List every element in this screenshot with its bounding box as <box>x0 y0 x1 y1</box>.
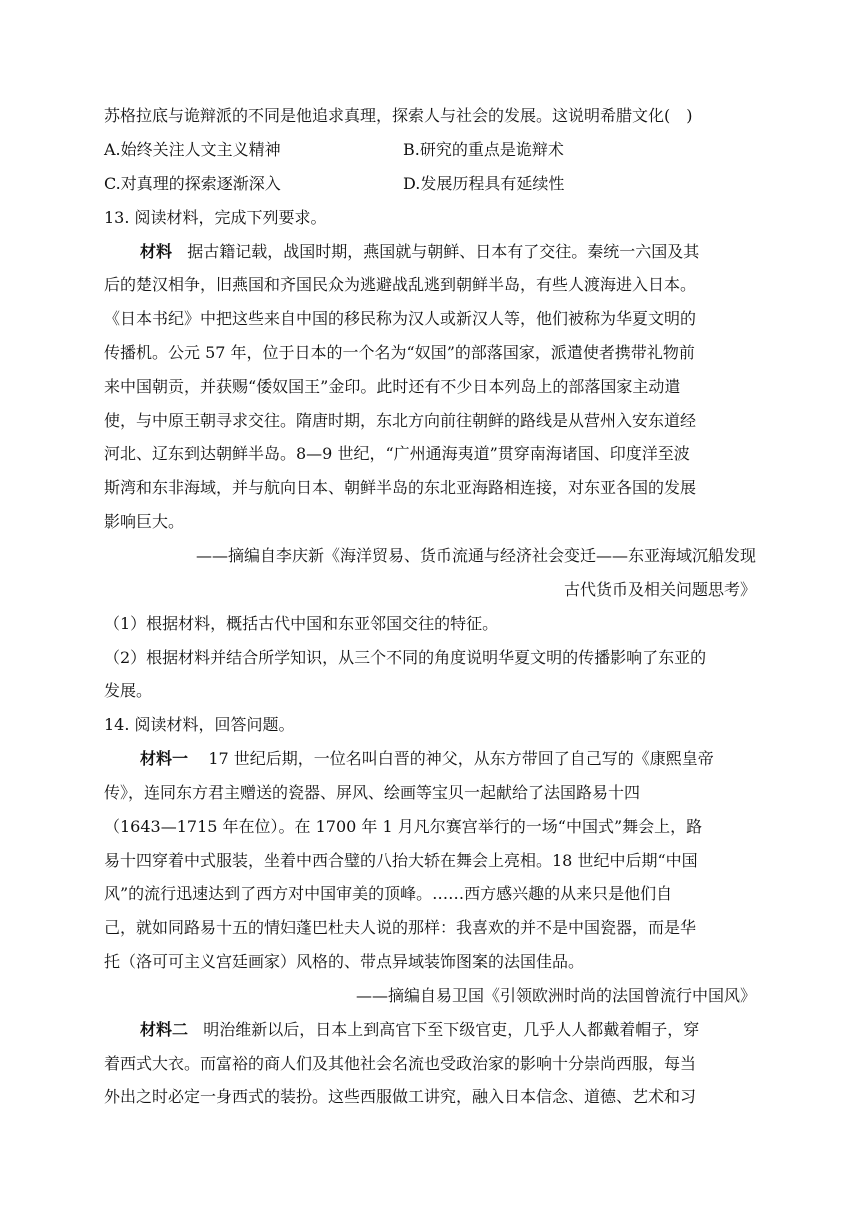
q13-material-first-line <box>140 242 699 262</box>
q14-title: 14. 阅读材料，回答问题。 <box>104 715 295 734</box>
q13-material-line: 传播机。公元 57 年，位于日本的一个名为“奴国”的部落国家，派遣使者携带礼物前 <box>104 343 695 362</box>
q14-material2-first-line <box>140 1020 699 1040</box>
q13-material-line: 《日本书纪》中把这些来自中国的移民称为汉人或新汉人等，他们被称为华夏文明的 <box>104 309 697 328</box>
q13-material-line: 来中国朝贡，并获赐“倭奴国王”金印。此时还有不少日本列岛上的部落国家主动遣 <box>104 377 681 396</box>
q14-material1-line: 风”的流行迅速达到了西方对中国审美的顶峰。……西方感兴趣的从来只是他们自 <box>104 884 673 903</box>
q14-material2-label: 材料二 <box>140 1020 189 1039</box>
q14-material1-line: 17 世纪后期，一位名叫白晋的神父，从东方带回了自己写的《康熙皇帝 <box>208 749 714 768</box>
q12-option-a[interactable]: A.始终关注人文主义精神 <box>104 140 281 159</box>
q13-material-line: 据古籍记载，战国时期，燕国就与朝鲜、日本有了交往。秦统一六国及其 <box>187 242 700 261</box>
q14-material2-line: 着西式大衣。而富裕的商人们及其他社会名流也受政治家的影响十分崇尚西服，每当 <box>104 1054 697 1073</box>
q13-source-line: 古代货币及相关问题思考》 <box>563 580 756 599</box>
q13-material-line: 河北、辽东到达朝鲜半岛。8—9 世纪，“广州通海夷道”贯穿南海诸国、印度洋至波 <box>104 444 690 463</box>
q14-material1-line: 传》，连同东方君主赠送的瓷器、屏风、绘画等宝贝一起献给了法国路易十四 <box>104 783 641 802</box>
q12-stem-tail: 苏格拉底与诡辩派的不同是他追求真理，探索人与社会的发展。这说明希腊文化( ) <box>104 106 693 125</box>
q13-material-label: 材料 <box>140 242 173 261</box>
q13-material-line: 斯湾和东非海域，并与航向日本、朝鲜半岛的东北亚海路相连接，对东亚各国的发展 <box>104 478 697 497</box>
q14-material1-label: 材料一 <box>140 749 189 768</box>
q14-material1-first-line <box>140 749 714 769</box>
q14-material1-line: 托（洛可可主义宫廷画家）风格的、带点异域装饰图案的法国佳品。 <box>104 952 585 971</box>
q14-material2-line: 明治维新以后，日本上到高官下至下级官吏，几乎人人都戴着帽子，穿 <box>203 1020 700 1039</box>
q14-material1-source: ——摘编自易卫国《引领欧洲时尚的法国曾流行中国风》 <box>355 986 756 1005</box>
q13-source-line: ——摘编自李庆新《海洋贸易、货币流通与经济社会变迁——东亚海域沉船发现 <box>195 546 756 565</box>
q13-material-line: 使，与中原王朝寻求交往。隋唐时期，东北方向前往朝鲜的路线是从营州入安东道经 <box>104 411 697 430</box>
q14-material1-line: 己，就如同路易十五的情妇蓬巴杜夫人说的那样：我喜欢的并不是中国瓷器，而是华 <box>104 918 697 937</box>
q14-material2-line: 外出之时必定一身西式的装扮。这些西服做工讲究，融入日本信念、道德、艺术和习 <box>104 1087 697 1106</box>
q13-title: 13. 阅读材料，完成下列要求。 <box>104 208 327 227</box>
q13-sub-question-2: （2）根据材料并结合所学知识，从三个不同的角度说明华夏文明的传播影响了东亚的 <box>104 648 707 667</box>
q13-material-line: 影响巨大。 <box>104 512 185 531</box>
q12-option-d[interactable]: D.发展历程具有延续性 <box>403 174 565 193</box>
q13-material-line: 后的楚汉相争，旧燕国和齐国民众为逃避战乱逃到朝鲜半岛，有些人渡海进入日本。 <box>104 275 697 294</box>
q13-sub-question-1: （1）根据材料，概括古代中国和东亚邻国交往的特征。 <box>104 614 499 633</box>
q14-material1-line: （1643—1715 年在位）。在 1700 年 1 月凡尔赛宫举行的一场“中国式”舞会上，路 <box>104 817 703 836</box>
q12-option-b[interactable]: B.研究的重点是诡辩术 <box>403 140 564 159</box>
q12-option-c[interactable]: C.对真理的探索逐渐深入 <box>104 174 281 193</box>
q13-sub-question-2-cont: 发展。 <box>104 681 153 700</box>
q14-material1-line: 易十四穿着中式服装，坐着中西合璧的八抬大轿在舞会上亮相。18 世纪中后期“中国 <box>104 851 698 870</box>
